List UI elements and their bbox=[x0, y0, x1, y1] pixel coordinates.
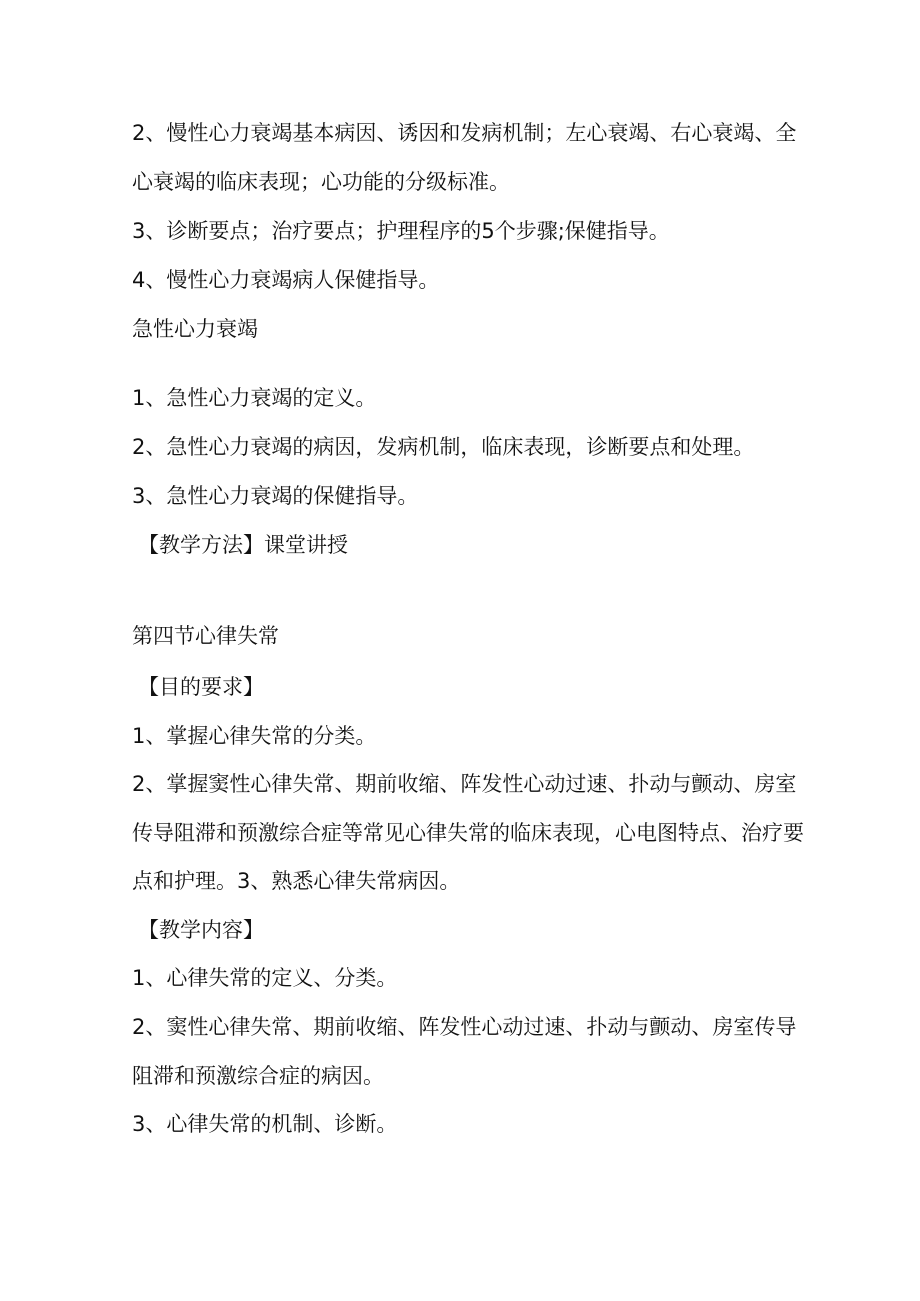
text-line: 2、窦性心律失常、期前收缩、阵发性心动过速、扑动与颤动、房室传导 bbox=[132, 1015, 797, 1039]
text-line: 2、急性心力衰竭的病因，发病机制，临床表现，诊断要点和处理。 bbox=[132, 435, 755, 459]
text-line: 1、急性心力衰竭的定义。 bbox=[132, 386, 377, 410]
text-line: 阻滞和预激综合症的病因。 bbox=[132, 1064, 384, 1088]
text-line: 4、慢性心力衰竭病人保健指导。 bbox=[132, 268, 440, 292]
text-line: 2、慢性心力衰竭基本病因、诱因和发病机制；左心衰竭、右心衰竭、全 bbox=[132, 121, 797, 145]
text-line: 1、心律失常的定义、分类。 bbox=[132, 966, 398, 990]
objectives-label: 【目的要求】 bbox=[138, 675, 264, 699]
text-line: 传导阻滞和预激综合症等常见心律失常的临床表现，心电图特点、治疗要 bbox=[132, 821, 804, 845]
text-line: 3、急性心力衰竭的保健指导。 bbox=[132, 484, 419, 508]
content-label: 【教学内容】 bbox=[138, 918, 264, 942]
section-heading: 第四节心律失常 bbox=[132, 624, 279, 648]
text-line: 3、心律失常的机制、诊断。 bbox=[132, 1112, 398, 1136]
text-line: 2、掌握窦性心律失常、期前收缩、阵发性心动过速、扑动与颤动、房室 bbox=[132, 772, 797, 796]
section-heading: 急性心力衰竭 bbox=[132, 317, 258, 341]
text-line: 点和护理。3、熟悉心律失常病因。 bbox=[132, 869, 461, 893]
teaching-method-label: 【教学方法】课堂讲授 bbox=[138, 533, 348, 557]
text-line: 3、诊断要点；治疗要点；护理程序的5个步骤;保健指导。 bbox=[132, 219, 670, 243]
text-line: 1、掌握心律失常的分类。 bbox=[132, 724, 377, 748]
text-line: 心衰竭的临床表现；心功能的分级标准。 bbox=[132, 170, 510, 194]
